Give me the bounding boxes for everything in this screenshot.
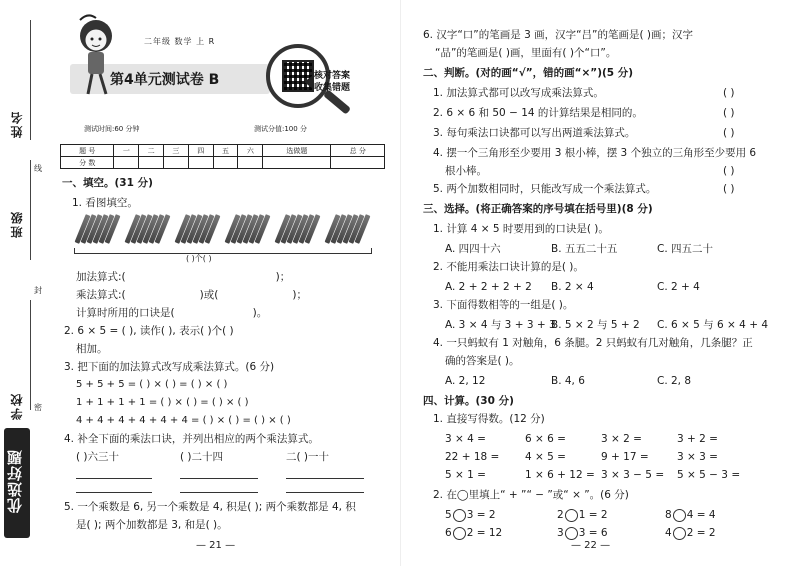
name-label: 姓名 <box>10 110 24 138</box>
question-text: 5. 一个乘数是 6, 另一个乘数是 4, 积是( ); 两个乘数都是 4, 积 <box>64 501 356 513</box>
test-score: 测试分值:100 分 <box>254 125 307 133</box>
choice-option[interactable]: C. 2, 8 <box>657 375 692 387</box>
table-cell: 二 <box>139 145 164 157</box>
judge-answer-paren[interactable]: ( ) <box>723 183 735 195</box>
section-heading: 二、判断。(对的画“√”，错的画“×”)(5 分) <box>423 67 634 79</box>
choice-option[interactable]: A. 四四十六 <box>445 243 501 255</box>
table-cell: 五 <box>213 145 238 157</box>
page-number: — 22 — <box>571 540 611 551</box>
calc-item[interactable]: 22 + 18 = <box>445 451 500 463</box>
mnemonic-item: ( )二十四 <box>180 451 224 463</box>
calc-item[interactable]: 5 × 1 = <box>445 469 486 481</box>
seal-mark: 封 <box>34 286 42 295</box>
answer-line[interactable] <box>76 492 152 493</box>
choice-option[interactable]: C. 四五二十 <box>657 243 714 255</box>
score-input-cell[interactable] <box>114 157 139 169</box>
operator-item <box>445 508 496 522</box>
score-input-cell[interactable] <box>188 157 213 169</box>
choice-option[interactable]: B. 五五二十五 <box>551 243 618 255</box>
equation-row: 4 + 4 + 4 + 4 + 4 + 4 = ( ) × ( ) = ( ) × ( ) <box>76 415 291 426</box>
calc-item[interactable]: 4 × 5 = <box>525 451 566 463</box>
table-cell: 三 <box>164 145 189 157</box>
calc-item[interactable]: 1 × 6 + 12 = <box>525 469 595 481</box>
answer-line[interactable] <box>180 478 258 479</box>
choice-question: 2. 不能用乘法口诀计算的是( )。 <box>433 261 584 273</box>
operand: 5 <box>445 509 452 521</box>
kou-label: 计算时所用的口诀是( <box>76 307 175 319</box>
equation-row: 1 + 1 + 1 + 1 = ( ) × ( ) = ( ) × ( ) <box>76 397 249 408</box>
question-text: 6. 汉字“口”的笔画是 3 画，汉字“吕”的笔画是( )画；汉字 <box>423 29 693 41</box>
answer-line[interactable] <box>286 478 364 479</box>
brace-label: ( )个( ) <box>186 254 212 263</box>
equation-row: 5 + 5 + 5 = ( ) × ( ) = ( ) × ( ) <box>76 379 228 390</box>
school-label: 学校 <box>10 392 24 420</box>
answer-line[interactable] <box>76 478 152 479</box>
operator-circle[interactable] <box>673 527 686 540</box>
judge-item: 根小棒。 <box>445 165 487 177</box>
question-text: 4. 补全下面的乘法口诀，并列出相应的两个乘法算式。 <box>64 433 319 445</box>
choice-option[interactable]: A. 3 × 4 与 3 + 3 + 3 <box>445 319 556 331</box>
grade-line: 二年级 数学 上 R <box>144 37 216 46</box>
question-text: 是( ); 两个加数都是 3, 和是( )。 <box>76 519 228 531</box>
choice-question: 3. 下面得数相等的一组是( )。 <box>433 299 574 311</box>
question-text: “品”的笔画是( )画，里面有( )个“口”。 <box>435 47 617 59</box>
section-heading: 三、选择。(将正确答案的序号填在括号里)(8 分) <box>423 203 653 215</box>
judge-item: 2. 6 × 6 和 50 − 14 的计算结果是相同的。 <box>433 107 643 119</box>
table-cell: 题 号 <box>61 145 114 157</box>
judge-answer-paren[interactable]: ( ) <box>723 107 735 119</box>
operator-circle[interactable] <box>565 527 578 540</box>
calc-heading: 1. 直接写得数。(12 分) <box>433 413 545 425</box>
choice-option[interactable]: B. 5 × 2 与 5 + 2 <box>551 319 640 331</box>
question-text <box>76 270 290 284</box>
table-row <box>61 145 385 157</box>
choice-question: 1. 计算 4 × 5 时要用到的口诀是( )。 <box>433 223 609 235</box>
question-text: 1. 看图填空。 <box>72 197 138 209</box>
brand-logo: 优选好题 <box>4 428 30 538</box>
operand: 3 <box>557 527 564 539</box>
judge-item: 4. 摆一个三角形至少要用 3 根小棒，摆 3 个独立的三角形至少要用 6 <box>433 147 757 159</box>
operator-item <box>557 508 608 522</box>
calc-item[interactable]: 3 × 3 − 5 = <box>601 469 665 481</box>
calc-item[interactable]: 3 × 4 = <box>445 433 486 445</box>
judge-item: 1. 加法算式都可以改写成乘法算式。 <box>433 87 604 99</box>
table-cell: 总 分 <box>331 145 385 157</box>
group-brace <box>74 248 372 254</box>
question-text: 相加。 <box>76 343 108 355</box>
choice-question: 确的答案是( )。 <box>445 355 520 367</box>
judge-item: 5. 两个加数相同时，只能改写成一个乘法算式。 <box>433 183 657 195</box>
operand: 2 <box>557 509 564 521</box>
section-heading: 四、计算。(30 分) <box>423 395 514 407</box>
binding-line <box>30 20 31 140</box>
choice-option[interactable]: A. 2, 12 <box>445 375 486 387</box>
mul-or: )或( <box>199 289 219 301</box>
operand: 3 = 2 <box>466 509 496 521</box>
mul-label: 乘法算式:( <box>76 289 126 301</box>
choice-question: 4. 一只蚂蚁有 1 对触角，6 条腿。2 只蚂蚁有几对触角，几条腿？正 <box>433 337 753 349</box>
operand: 6 <box>445 527 452 539</box>
binding-strip <box>0 0 52 566</box>
binding-line <box>30 300 31 410</box>
check-line-1: 核对答案 <box>314 71 351 81</box>
operator-circle[interactable] <box>565 509 578 522</box>
calc-item[interactable]: 3 × 3 = <box>677 451 718 463</box>
operator-item <box>445 526 502 540</box>
calc-item[interactable]: 3 + 2 = <box>677 433 718 445</box>
question-text: 2. 6 × 5 = ( ), 读作( ), 表示( )个( ) <box>64 325 234 337</box>
answer-line[interactable] <box>180 492 258 493</box>
mnemonic-item: 二( )一十 <box>286 451 330 463</box>
judge-answer-paren[interactable]: ( ) <box>723 87 735 99</box>
calc-item[interactable]: 6 × 6 = <box>525 433 566 445</box>
section-heading: 一、填空。(31 分) <box>62 177 153 189</box>
operand: 4 <box>665 527 672 539</box>
table-cell: 六 <box>238 145 263 157</box>
score-input-cell[interactable] <box>139 157 164 169</box>
choice-option[interactable]: A. 2 + 2 + 2 + 2 <box>445 281 532 293</box>
score-table <box>60 144 385 169</box>
score-input-cell[interactable] <box>263 157 331 169</box>
mul-end: )； <box>292 289 307 301</box>
choice-option[interactable]: C. 2 + 4 <box>657 281 700 293</box>
arrow-icon <box>304 76 312 88</box>
operator-circle[interactable] <box>673 509 686 522</box>
score-input-cell[interactable] <box>213 157 238 169</box>
cartoon-girl-icon <box>70 6 122 100</box>
operand: 8 <box>665 509 672 521</box>
calc-item[interactable]: 3 × 2 = <box>601 433 642 445</box>
question-text <box>76 288 307 302</box>
table-row <box>61 157 385 169</box>
operand: 3 = 6 <box>578 527 608 539</box>
answer-line[interactable] <box>286 492 364 493</box>
kou-end: )。 <box>252 307 268 319</box>
operand: 4 = 4 <box>686 509 716 521</box>
choice-option[interactable]: C. 6 × 5 与 6 × 4 + 4 <box>657 319 769 331</box>
table-cell: 一 <box>114 145 139 157</box>
add-label: 加法算式:( <box>76 271 126 283</box>
mnemonic-item: ( )六三十 <box>76 451 120 463</box>
calc-item[interactable]: 9 + 17 = <box>601 451 649 463</box>
choice-option[interactable]: B. 2 × 4 <box>551 281 594 293</box>
operator-item <box>557 526 608 540</box>
operator-item <box>665 508 716 522</box>
table-cell: 四 <box>188 145 213 157</box>
operator-item <box>665 526 716 540</box>
calc-item[interactable]: 5 × 5 − 3 = <box>677 469 741 481</box>
exam-title: 第4单元测试卷 B <box>110 72 220 88</box>
test-time: 测试时间:60 分钟 <box>84 125 140 133</box>
operand: 2 = 2 <box>686 527 716 539</box>
class-label: 班级 <box>10 210 24 238</box>
add-end: )； <box>275 271 291 283</box>
judge-item: 3. 每句乘法口诀都可以写出两道乘法算式。 <box>433 127 636 139</box>
score-input-cell[interactable] <box>331 157 385 169</box>
check-line-2: 收集错题 <box>314 83 351 93</box>
score-input-cell[interactable] <box>238 157 263 169</box>
judge-answer-paren[interactable]: ( ) <box>723 127 735 139</box>
tight-mark: 密 <box>34 403 42 412</box>
question-text: 3. 把下面的加法算式改写成乘法算式。(6 分) <box>64 361 275 373</box>
question-text <box>76 306 267 320</box>
binding-line <box>30 160 31 260</box>
line-mark: 线 <box>34 164 42 173</box>
table-cell: 选做题 <box>263 145 331 157</box>
operator-circle[interactable] <box>453 509 466 522</box>
calc-heading: 2. 在◯里填上“ + ”“ − ”或“ × ”。(6 分) <box>433 489 629 501</box>
page-number: — 21 — <box>196 540 236 551</box>
table-cell: 分 数 <box>61 157 114 169</box>
right-page <box>400 0 800 566</box>
operand: 2 = 12 <box>466 527 503 539</box>
operand: 1 = 2 <box>578 509 608 521</box>
choice-option[interactable]: B. 4, 6 <box>551 375 585 387</box>
check-answer-note <box>314 70 350 94</box>
operator-circle[interactable] <box>453 527 466 540</box>
score-input-cell[interactable] <box>164 157 189 169</box>
judge-answer-paren[interactable]: ( ) <box>723 165 735 177</box>
exam-header <box>70 30 390 120</box>
